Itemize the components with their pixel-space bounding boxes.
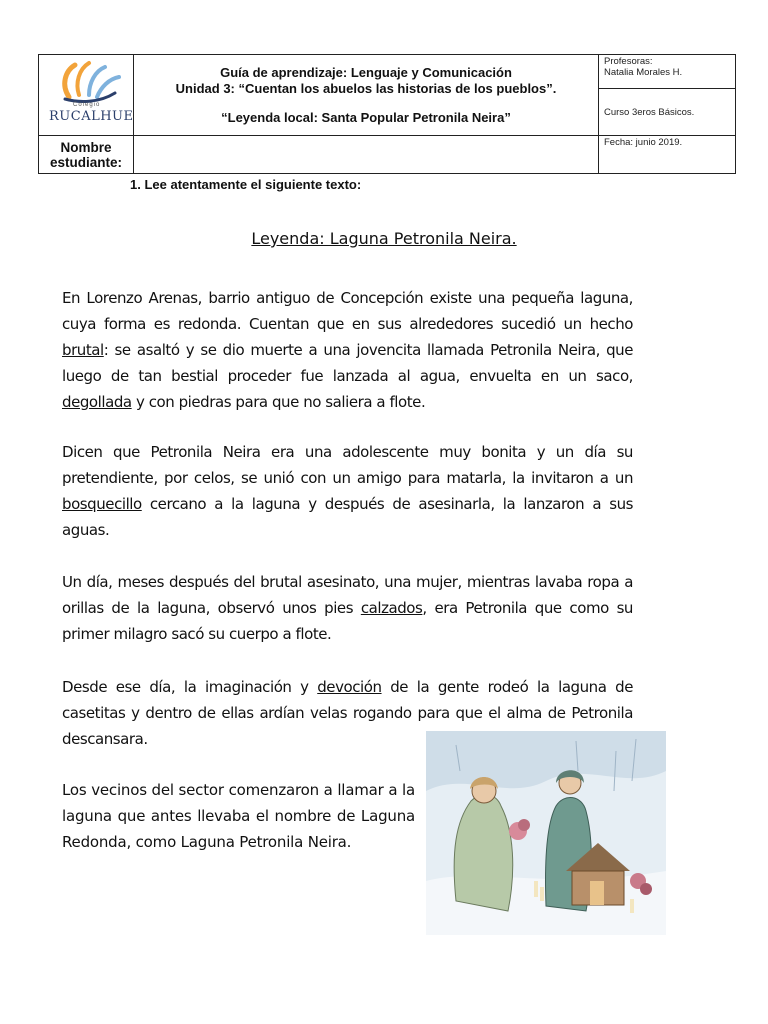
teachers-cell	[599, 55, 736, 89]
paragraph-3: Un día, meses después del brutal asesinato, una mujer, mientras lavaba ropa a orillas de la laguna, observó unos pies calzados, era Petronila que como su primer milagro sacó su cuerpo a flote.	[62, 573, 633, 643]
date-text: Fecha: junio 2019.	[604, 137, 683, 148]
vocab-word: bosquecillo	[62, 495, 142, 513]
instruction: 1. Lee atentamente el siguiente texto:	[130, 177, 362, 192]
paragraph-4: Desde ese día, la imaginación y devoción de la gente rodeó la laguna de casetitas y dentro de ellas ardían velas rogando para que el alma de Petronila descansara.	[62, 678, 633, 748]
teachers-name: Natalia Morales H.	[604, 67, 683, 78]
vocab-word: degollada	[62, 393, 132, 411]
vocab-word: brutal	[62, 341, 104, 359]
illustration-image	[426, 731, 666, 935]
legend-title: “Leyenda local: Santa Popular Petronila Neira”	[221, 110, 511, 125]
vocab-word: calzados	[360, 599, 423, 617]
logo-cell	[39, 55, 134, 136]
logo-small-text: Colegio	[73, 102, 101, 108]
title-cell	[134, 55, 599, 136]
paragraph-2: Dicen que Petronila Neira era una adolescente muy bonita y un día su pretendiente, por celos, se unió con un amigo para matarla, la invitaron a un bosquecillo cercano a la laguna y después de asesinarla, la lanzaron a sus aguas.	[62, 443, 633, 539]
document-title: Leyenda: Laguna Petronila Neira.	[251, 229, 517, 248]
logo-name: RUCALHUE	[49, 109, 134, 124]
student-name-label-cell	[39, 136, 134, 174]
logo-hand-icon	[39, 55, 133, 105]
date-cell	[599, 136, 736, 174]
course-text: Curso 3eros Básicos.	[604, 106, 695, 118]
student-name-label: Nombre	[60, 139, 112, 155]
guide-title: Guía de aprendizaje: Lenguaje y Comunicación	[220, 65, 512, 80]
header-table	[38, 54, 736, 174]
paragraph-5: Los vecinos del sector comenzaron a llamar a la laguna que antes llevaba el nombre de Laguna Redonda, como Laguna Petronila Neira.	[62, 781, 415, 851]
student-name-field[interactable]	[134, 136, 599, 174]
vocab-word: devoción	[317, 678, 382, 696]
course-cell	[599, 89, 736, 136]
paragraph-1: En Lorenzo Arenas, barrio antiguo de Concepción existe una pequeña laguna, cuya forma es redonda. Cuentan que en sus alrededores sucedió un hecho brutal: se asaltó y se dio muerte a una jovencita llamada Petronila Neira, que luego de tan bestial proceder fue lanzada al agua, envuelta en un saco, degollada y con piedras para que no saliera a flote.	[62, 289, 633, 411]
student-name-label-2: estudiante:	[49, 154, 122, 170]
teachers-label: Profesoras:	[604, 56, 653, 67]
unit-title: Unidad 3: “Cuentan los abuelos las historias de los pueblos”.	[175, 81, 557, 96]
school-logo	[39, 55, 133, 135]
